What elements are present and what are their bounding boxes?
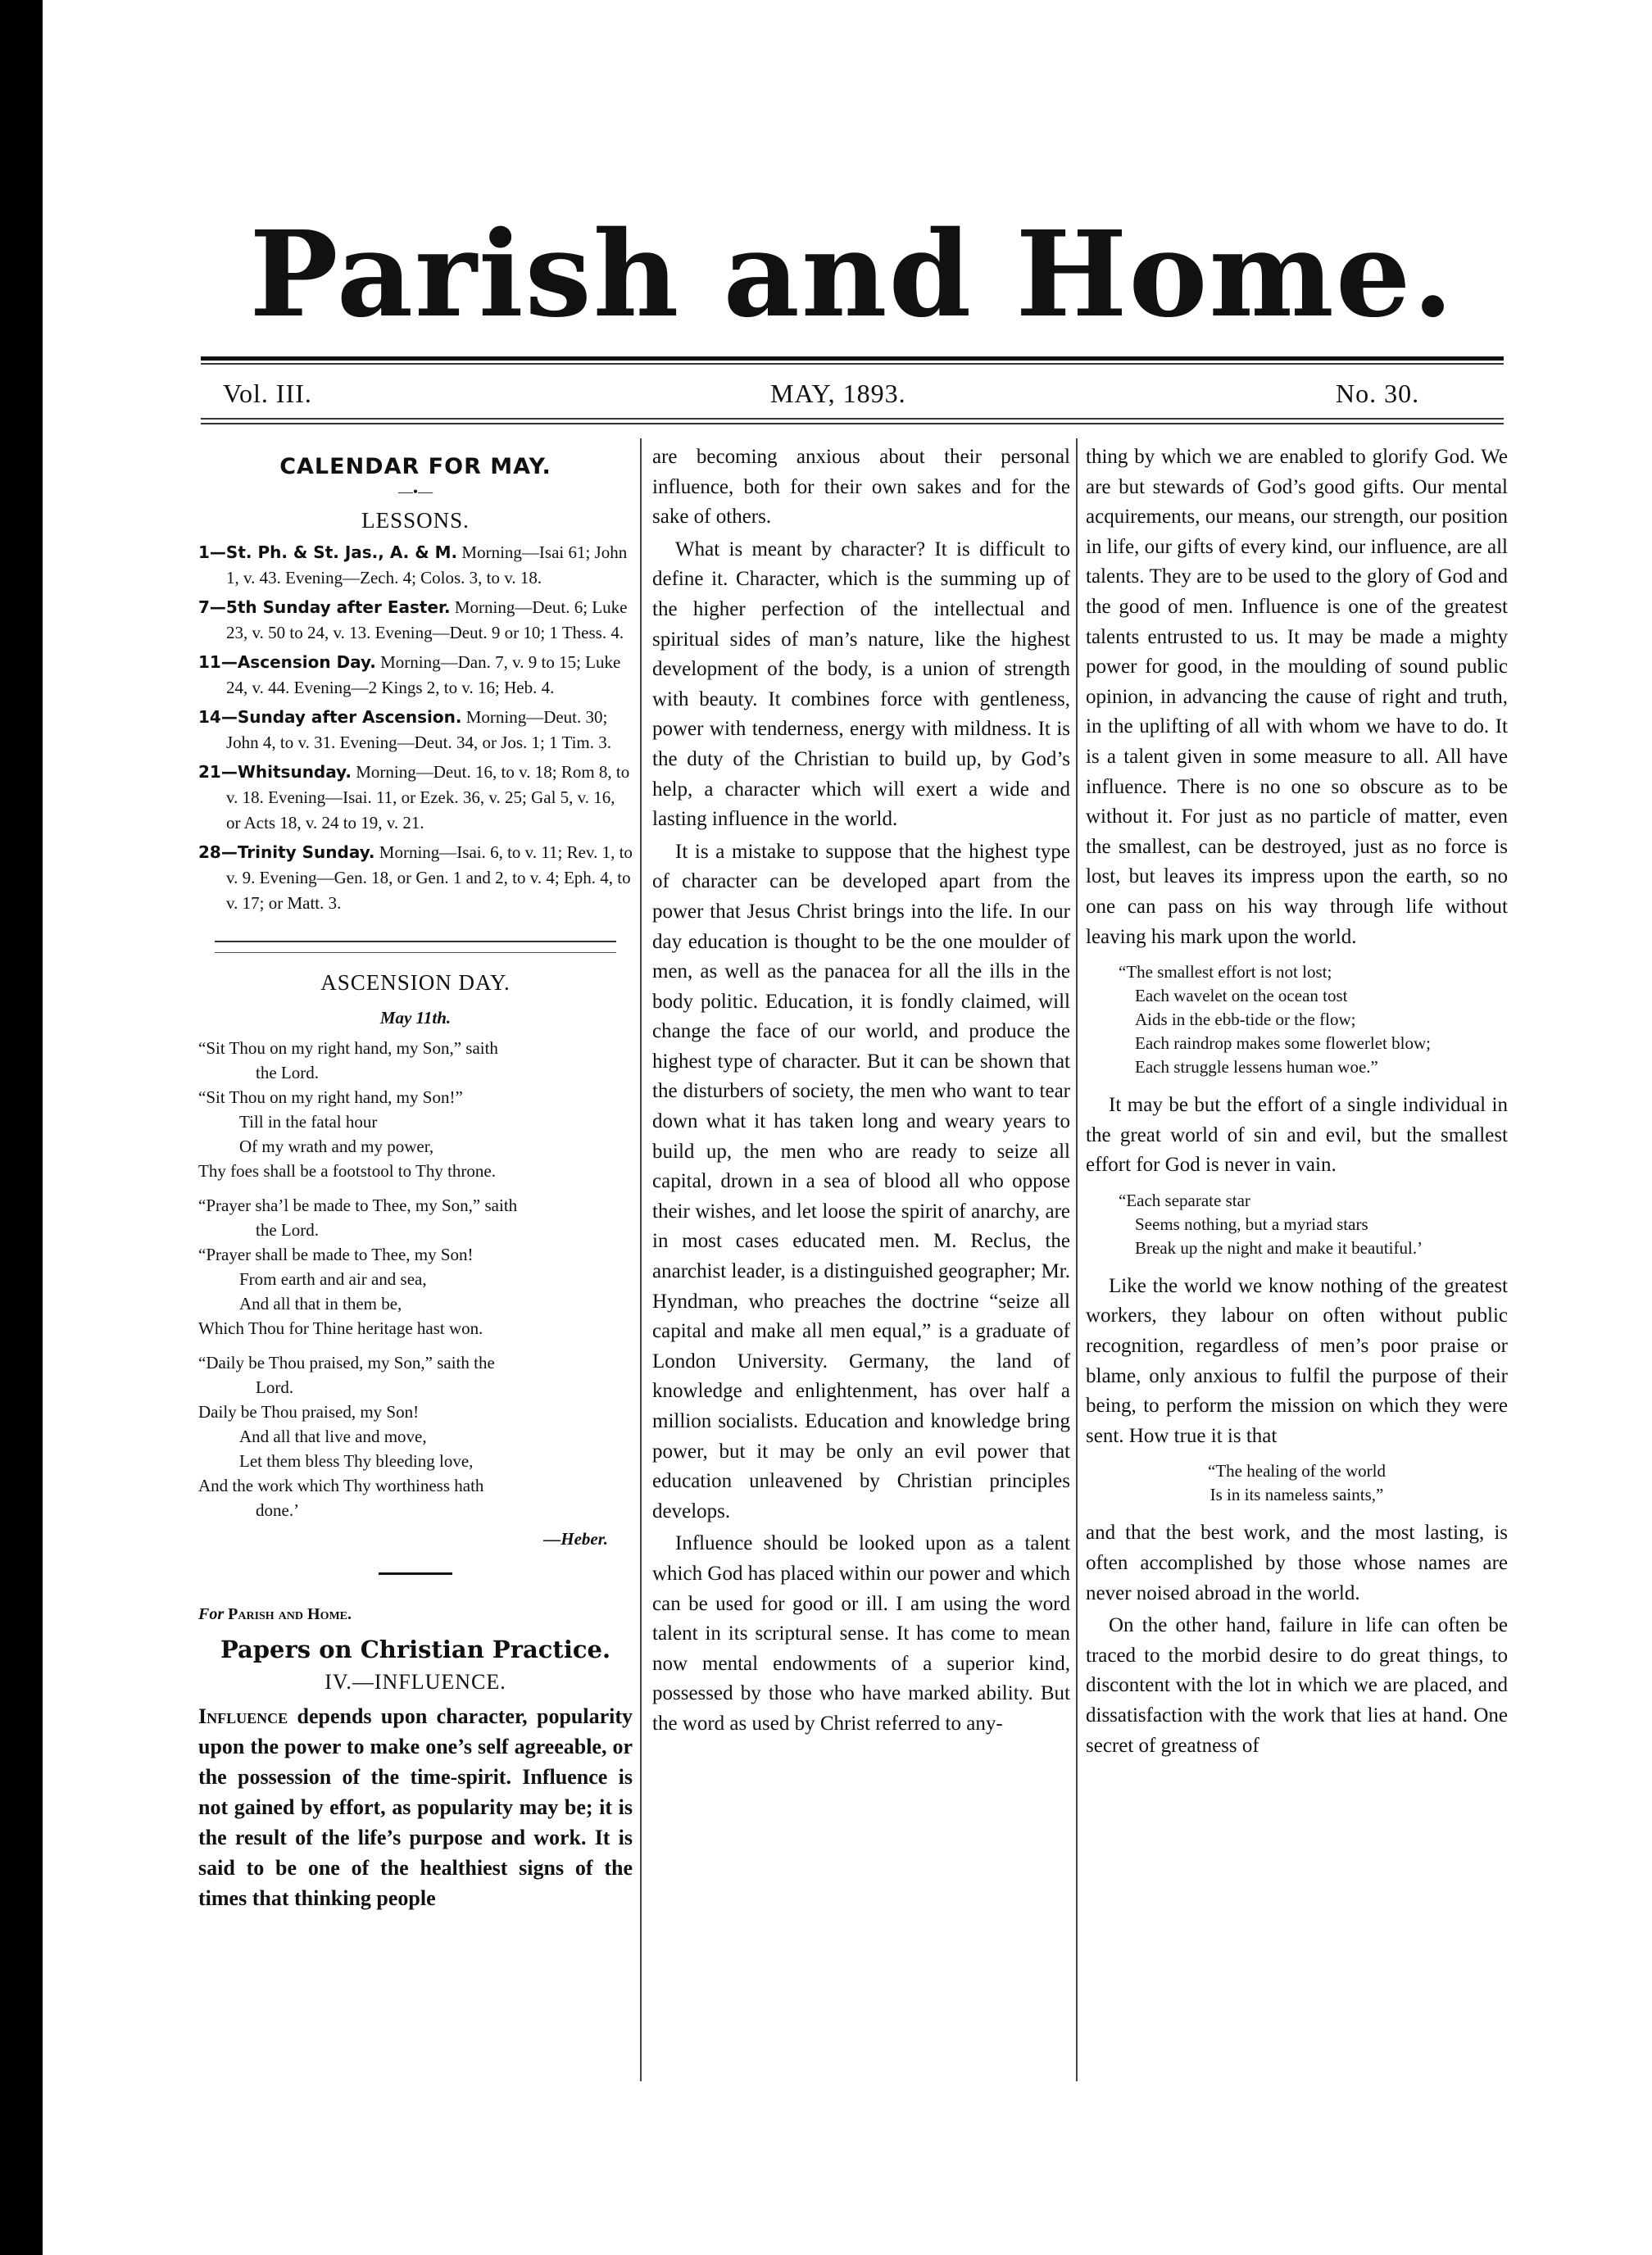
lesson-entry <box>198 705 633 755</box>
column-left <box>198 442 633 1913</box>
lesson-title: 1—St. Ph. & St. Jas., A. & M. <box>198 542 458 563</box>
poem-line: done.’ <box>256 1500 300 1521</box>
ornament-dash: —•— <box>397 483 433 500</box>
byline-publication: Parish and Home. <box>228 1604 352 1623</box>
lesson-entry <box>198 840 633 916</box>
lesson-entry <box>198 760 633 836</box>
quote-line: Aids in the ebb-tide or the flow; <box>1135 1010 1356 1030</box>
quote-line: “Each separate star <box>1119 1190 1250 1210</box>
lesson-entry <box>198 540 633 591</box>
poem-author: —Heber. <box>543 1529 608 1549</box>
poem-line: Lord. <box>256 1377 294 1398</box>
section-rule <box>215 941 616 942</box>
poem-line: Daily be Thou praised, my Son! <box>198 1402 420 1422</box>
paragraph: What is meant by character? It is difficult to define it. Character, which is the summing up of the higher perfection of the intellectual and spiritual sides of man’s nature, like the highest development of the body, is a union of strength with beauty. It combines force with gentleness, power with tenderness, energy with mildness. It is the duty of the Christian to build up, by God’s help, a character which will exert a wide and lasting influence in the world. <box>652 538 1070 831</box>
masthead-rule-top <box>201 356 1504 361</box>
quote-line: Is in its nameless saints,” <box>1210 1485 1384 1505</box>
masthead-rule-bottom <box>201 418 1504 420</box>
issue-number: No. 30. <box>1336 379 1420 408</box>
calendar-heading: CALENDAR FOR MAY. <box>279 454 551 479</box>
column-right <box>1086 442 1508 1763</box>
quote-line: “The smallest effort is not lost; <box>1119 962 1332 982</box>
poem-line: the Lord. <box>256 1220 319 1241</box>
byline-prefix: For <box>198 1604 225 1623</box>
hymn-poem <box>198 1036 633 1522</box>
poem-line: “Prayer shall be made to Thee, my Son! <box>198 1245 474 1265</box>
intro-text: depends upon character, popularity upon the power to make one’s self agreeable, or the possession of the time-spirit. Influence is not gained by effort, as popularity may be; it is the result of the life’s purpose and work. It is said to be one of the healthiest signs of the times that thinking people <box>198 1704 633 1910</box>
column-middle <box>652 442 1070 1742</box>
poem-line: “Prayer sha’l be made to Thee, my Son,” saith <box>198 1196 518 1216</box>
lesson-entry <box>198 595 633 646</box>
paragraph: and that the best work, and the most lasting, is often accomplished by those whose names are never noised abroad in the world. <box>1086 1522 1508 1604</box>
quote-line: Break up the night and make it beautiful.’ <box>1135 1237 1423 1258</box>
poem-line: And all that in them be, <box>239 1294 402 1314</box>
paragraph: It is a mistake to suppose that the highest type of character can be developed apart from the power that Jesus Christ brings into the life. In our day education is thought to be the one moulder of men, as well as the panacea for all the ills in the body politic. Education, it is fondly claimed, will change the face of our world, and produce the highest type of character. But it can be shown that the disturbers of society, the men who want to tear down what it has taken long and weary years to build up, the men who are ready to seize all capital, drown in a sea of blood all who oppose their wishes, and let loose the spirit of anarchy, are in most cases educated men. M. Reclus, the anarchist leader, is a distinguished geographer; Mr. Hyndman, who preaches the doctrine “seize all capital and make all men equal,” is a graduate of London University. Germany, the land of knowledge and enlightenment, has over half a million socialists. Education and knowledge bring power, but it may be only an evil power that education unleavened by Christian principles develops. <box>652 840 1070 1522</box>
poem-line: the Lord. <box>256 1063 319 1083</box>
section-rule-thin <box>215 952 616 953</box>
poem-line: Let them bless Thy bleeding love, <box>239 1451 474 1472</box>
masthead-rule-top-thin <box>201 363 1504 365</box>
issue-date: MAY, 1893. <box>770 379 906 408</box>
lesson-title: 11—Ascension Day. <box>198 652 376 673</box>
verse-quote <box>1119 1189 1508 1260</box>
ascension-date: May 11th. <box>379 1007 452 1028</box>
poem-line: Thy foes shall be a footstool to Thy throne. <box>198 1161 496 1182</box>
article-series-title: Papers on Christian Practice. <box>220 1635 611 1663</box>
paragraph: Influence should be looked upon as a talent which God has placed within our power and which can be used for good or ill. I am using the word talent in its scriptural sense. It has come to mean now mental endowments of a superior kind, possessed by those who have marked ability. But the word as used by Christ referred to any- <box>652 1532 1070 1735</box>
lesson-title: 28—Trinity Sunday. <box>198 842 375 863</box>
lessons-list <box>198 540 633 916</box>
lesson-detail: Morning—Deut. 6; Luke 23, v. 50 to 24, v. 13. Evening—Deut. 9 or 10; 1 Thess. 4. <box>226 597 628 643</box>
lesson-detail: Morning—Deut. 30; John 4, to v. 31. Evening—Deut. 34, or Jos. 1; 1 Tim. 3. <box>226 707 611 753</box>
quote-line: Each wavelet on the ocean tost <box>1135 986 1348 1006</box>
lesson-title: 7—5th Sunday after Easter. <box>198 597 451 618</box>
paragraph: thing by which we are enabled to glorify God. We are but stewards of God’s good gifts. Our mental acquirements, our means, our strength, our position in life, our gifts of every kind, our influence, are all talents. They are to be used to the glory of God and the good of men. Influence is one of the greatest talents entrusted to us. It may be made a mighty power for good, in the moulding of sound public opinion, in advancing the cause of right and truth, in the uplifting of all with whom we have to do. It is a talent given in some measure to all. All have influence. There is no one so obscure as to be without it. For just as no particle of matter, even the smallest, can be destroyed, just as no force is lost, but leaves its impress upon the earth, so no one can pass on his way through life without leaving his mark upon the world. <box>1086 446 1508 948</box>
poem-line: Till in the fatal hour <box>239 1112 378 1132</box>
lesson-entry <box>198 650 633 701</box>
paragraph: are becoming anxious about their personal influence, both for their own sakes and for the sake of others. <box>652 446 1070 529</box>
lesson-detail: Morning—Dan. 7, v. 9 to 15; Luke 24, v. 44. Evening—2 Kings 2, to v. 16; Heb. 4. <box>226 652 621 698</box>
column-divider <box>1076 438 1078 2081</box>
lesson-detail: Morning—Isai 61; John 1, v. 43. Evening—Zech. 4; Colos. 3, to v. 18. <box>226 542 628 588</box>
paragraph: It may be but the effort of a single individual in the great world of sin and evil, but the smallest effort for God is never in vain. <box>1086 1094 1508 1177</box>
lesson-title: 21—Whitsunday. <box>198 762 352 783</box>
poem-line: “Sit Thou on my right hand, my Son!” <box>198 1087 463 1108</box>
ascension-heading: ASCENSION DAY. <box>320 970 511 996</box>
volume-number: Vol. III. <box>223 379 312 408</box>
scan-edge <box>0 0 43 2255</box>
intro-word: Influence <box>198 1704 288 1728</box>
quote-line: Each raindrop makes some flowerlet blow; <box>1135 1033 1431 1054</box>
article-intro <box>198 1701 633 1913</box>
article-section-title: IV.—INFLUENCE. <box>324 1670 506 1695</box>
byline <box>198 1599 633 1630</box>
poem-line: From earth and air and sea, <box>239 1269 427 1290</box>
poem-line: And all that live and move, <box>239 1427 427 1447</box>
poem-line: “Sit Thou on my right hand, my Son,” saith <box>198 1038 498 1059</box>
lesson-detail: Morning—Deut. 16, to v. 18; Rom 8, to v. 18. Evening—Isai. 11, or Ezek. 36, v. 25; Gal 5, v. 16, or Acts 18, v. 24 to 19, v. 21. <box>226 762 630 833</box>
verse-quote <box>1119 960 1508 1079</box>
paragraph: Like the world we know nothing of the greatest workers, they labour on often without public recognition, regardless of men’s poor praise or blame, only anxious to fulfil the purpose of their being, to perform the mission on which they were sent. How true it is that <box>1086 1274 1508 1447</box>
paragraph: On the other hand, failure in life can often be traced to the morbid desire to do great things, to discontent with the lot in which we are placed, and dissatisfaction with the work that lies at hand. One secret of greatness of <box>1086 1614 1508 1757</box>
quote-line: Each struggle lessens human woe.” <box>1135 1057 1378 1078</box>
poem-line: Of my wrath and my power, <box>239 1137 434 1157</box>
lessons-heading: LESSONS. <box>361 507 470 533</box>
lesson-title: 14—Sunday after Ascension. <box>198 707 462 728</box>
quote-line: Seems nothing, but a myriad stars <box>1135 1214 1368 1234</box>
column-divider <box>640 438 642 2081</box>
quote-line: “The healing of the world <box>1208 1461 1386 1481</box>
verse-quote <box>1119 1459 1508 1507</box>
poem-line: “Daily be Thou praised, my Son,” saith the <box>198 1353 495 1373</box>
masthead-title: Parish and Home. <box>249 205 1455 343</box>
poem-line: Which Thou for Thine heritage hast won. <box>198 1318 483 1339</box>
masthead-rule-bottom-2 <box>201 423 1504 424</box>
short-rule <box>379 1572 452 1575</box>
lesson-detail: Morning—Isai. 6, to v. 11; Rev. 1, to v. 9. Evening—Gen. 18, or Gen. 1 and 2, to v. 4; Eph. 4, to v. 17; or Matt. 3. <box>226 842 633 914</box>
poem-line: And the work which Thy worthiness hath <box>198 1476 484 1496</box>
